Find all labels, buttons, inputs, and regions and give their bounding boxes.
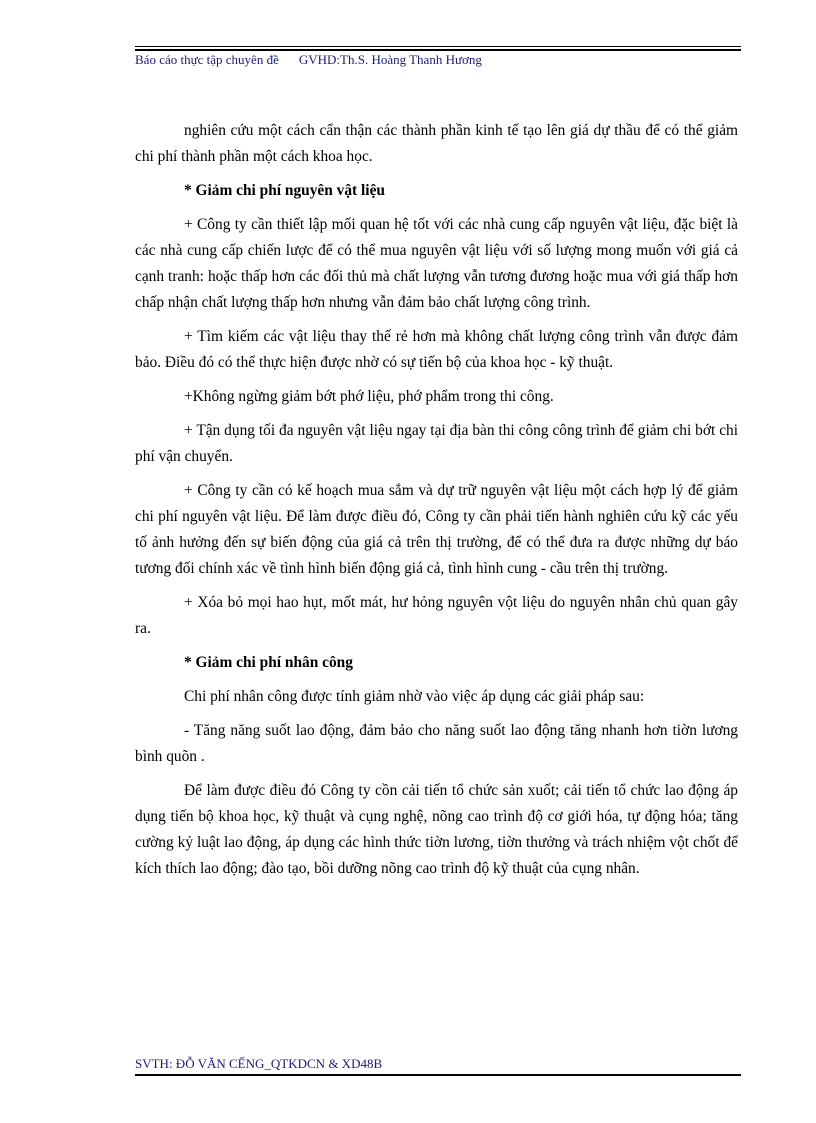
paragraph: + Xóa bỏ mọi hao hụt, mốt mát, hư hỏng nguyên vột liệu do nguyên nhân chủ quan gây ra. bbox=[135, 594, 738, 637]
section-heading: * Giảm chi phí nhân công bbox=[184, 654, 353, 671]
paragraph: + Tìm kiếm các vật liệu thay thế rẻ hơn mà không chất lượng công trình vẫn được đảm bảo. Điều đó có thể thực hiện được nhờ có sự tiến bộ của khoa học - kỹ thuật. bbox=[135, 328, 738, 371]
page-header bbox=[135, 52, 741, 68]
paragraph: + Công ty cần thiết lập mối quan hệ tốt với các nhà cung cấp nguyên vật liệu, đặc biệt là các nhà cung cấp chiến lược để có thể mua nguyên vật liệu với số lượng mong muốn với giá cả cạnh tranh: hoặc thấp hơn các đối thủ mà chất lượng vẫn tương đương hoặc mua với giá thấp hơn chấp nhận chất lượng thấp hơn nhưng vẫn đảm bảo chất lượng công trình. bbox=[135, 216, 738, 311]
report-title: Báo cáo thực tập chuyên đề bbox=[135, 52, 279, 67]
page-footer: SVTH: ĐỖ VĂN CẾNG_QTKDCN & XD48B bbox=[135, 1056, 383, 1071]
paragraph: + Tận dụng tối đa nguyên vật liệu ngay tại địa bàn thi công công trình để giảm chi bớt chi phí vận chuyển. bbox=[135, 422, 738, 465]
document-body bbox=[135, 118, 738, 890]
paragraph: - Tăng năng suốt lao động, đảm bảo cho năng suốt lao động tăng nhanh hơn tiờn lương bình quõn . bbox=[135, 722, 738, 765]
header-rule-thin bbox=[135, 46, 741, 47]
paragraph: Chi phí nhân công được tính giảm nhờ vào việc áp dụng các giải pháp sau: bbox=[184, 688, 645, 705]
section-heading: * Giảm chi phí nguyên vật liệu bbox=[184, 182, 385, 199]
footer-rule bbox=[135, 1074, 741, 1076]
advisor-name: GVHD:Th.S. Hoàng Thanh Hương bbox=[298, 52, 482, 67]
paragraph: + Công ty cần có kế hoạch mua sắm và dự trữ nguyên vật liệu một cách hợp lý để giảm chi phí nguyên vật liệu. Để làm được điều đó, Công ty cần phải tiến hành nghiên cứu kỹ các yếu tố ảnh hưởng đến sự biến động của giá cả trên thị trường, để có thể đưa ra được những dự báo tương đối chính xác về tình hình biến động giá cả, tình hình cung - cầu trên thị trường. bbox=[135, 482, 738, 577]
header-rule-thick bbox=[135, 49, 741, 51]
paragraph: +Không ngừng giảm bớt phớ liệu, phớ phẩm trong thi công. bbox=[184, 388, 554, 405]
paragraph: Để làm được điều đó Công ty cồn cải tiến tổ chức sản xuốt; cải tiến tổ chức lao động áp dụng tiến bộ khoa học, kỹ thuật và cụng nghệ, nõng cao trình độ cơ giới hóa, tự động hóa; tăng cường kỷ luật lao động, áp dụng các hình thức tiờn lương, tiờn thưởng và trách nhiệm vột chốt để kích thích lao động; đào tạo, bồi dưỡng nõng cao trình độ kỹ thuật của cụng nhân. bbox=[135, 782, 738, 877]
paragraph: nghiên cứu một cách cẩn thận các thành phần kinh tế tạo lên giá dự thầu để có thể giảm chi phí thành phần một cách khoa học. bbox=[135, 122, 738, 165]
